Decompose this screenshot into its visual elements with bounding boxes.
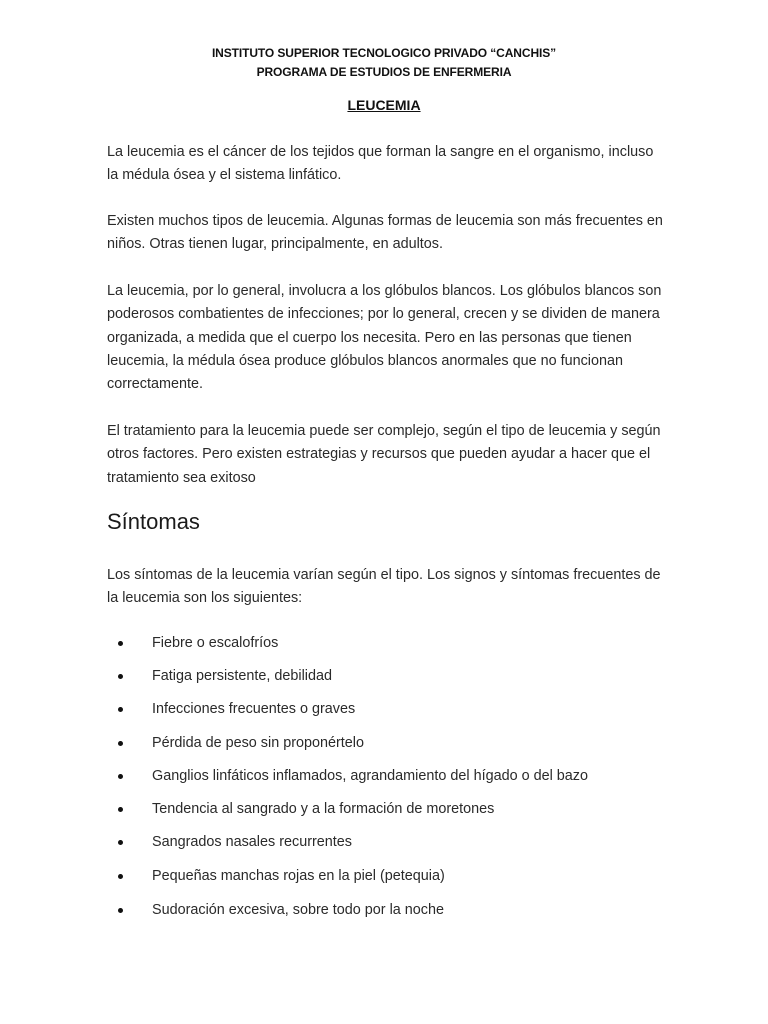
list-item-text: Pequeñas manchas rojas en la piel (petequia) — [152, 868, 445, 884]
list-item — [0, 665, 768, 687]
list-item-text: Fatiga persistente, debilidad — [152, 668, 332, 684]
bullet-icon — [118, 641, 123, 646]
bullet-icon — [118, 840, 123, 845]
list-item-text: Sudoración excesiva, sobre todo por la noche — [152, 902, 444, 918]
program-header: PROGRAMA DE ESTUDIOS DE ENFERMERIA — [256, 65, 512, 79]
paragraph-treatment: El tratamiento para la leucemia puede ser complejo, según el tipo de leucemia y según otros factores. Pero existen estrategias y recursos que pueden ayudar a hacer que el tratamiento sea exitoso — [107, 423, 661, 486]
list-item-text: Fiebre o escalofríos — [152, 635, 279, 651]
institution-header: INSTITUTO SUPERIOR TECNOLOGICO PRIVADO “CANCHIS” — [211, 46, 557, 60]
list-item-text: Infecciones frecuentes o graves — [152, 701, 356, 717]
bullet-icon — [118, 741, 123, 746]
list-item — [0, 632, 768, 654]
list-item-text: Tendencia al sangrado y a la formación de moretones — [152, 801, 495, 817]
bullet-icon — [118, 908, 123, 913]
bullet-icon — [118, 807, 123, 812]
list-item — [0, 698, 768, 720]
list-item — [0, 899, 768, 921]
list-item — [0, 831, 768, 853]
list-item-text: Sangrados nasales recurrentes — [152, 834, 352, 850]
symptoms-intro: Los síntomas de la leucemia varían según el tipo. Los signos y síntomas frecuentes de la leucemia son los siguientes: — [107, 567, 661, 607]
paragraph-white-cells: La leucemia, por lo general, involucra a los glóbulos blancos. Los glóbulos blancos son poderosos combatientes de infecciones; por lo general, crecen y se dividen de manera organizada, a medida que el cuerpo los necesita. Pero en las personas que tienen leucemia, la médula ósea produce glóbulos blancos anormales que no funcionan correctamente. — [107, 283, 662, 393]
bullet-icon — [118, 874, 123, 879]
list-item — [0, 732, 768, 754]
paragraph-definition: La leucemia es el cáncer de los tejidos que forman la sangre en el organismo, incluso la médula ósea y el sistema linfático. — [107, 144, 654, 184]
bullet-icon — [118, 707, 123, 712]
paragraph-types: Existen muchos tipos de leucemia. Algunas formas de leucemia son más frecuentes en niños. Otras tienen lugar, principalmente, en adultos. — [107, 213, 663, 253]
list-item-text: Pérdida de peso sin proponértelo — [152, 735, 365, 751]
list-item-text: Ganglios linfáticos inflamados, agrandamiento del hígado o del bazo — [152, 768, 588, 784]
bullet-icon — [118, 674, 123, 679]
document-title: LEUCEMIA — [347, 97, 421, 113]
symptoms-heading: Síntomas — [107, 509, 200, 534]
list-item — [0, 865, 768, 887]
list-item — [0, 765, 768, 787]
bullet-icon — [118, 774, 123, 779]
list-item — [0, 798, 768, 820]
